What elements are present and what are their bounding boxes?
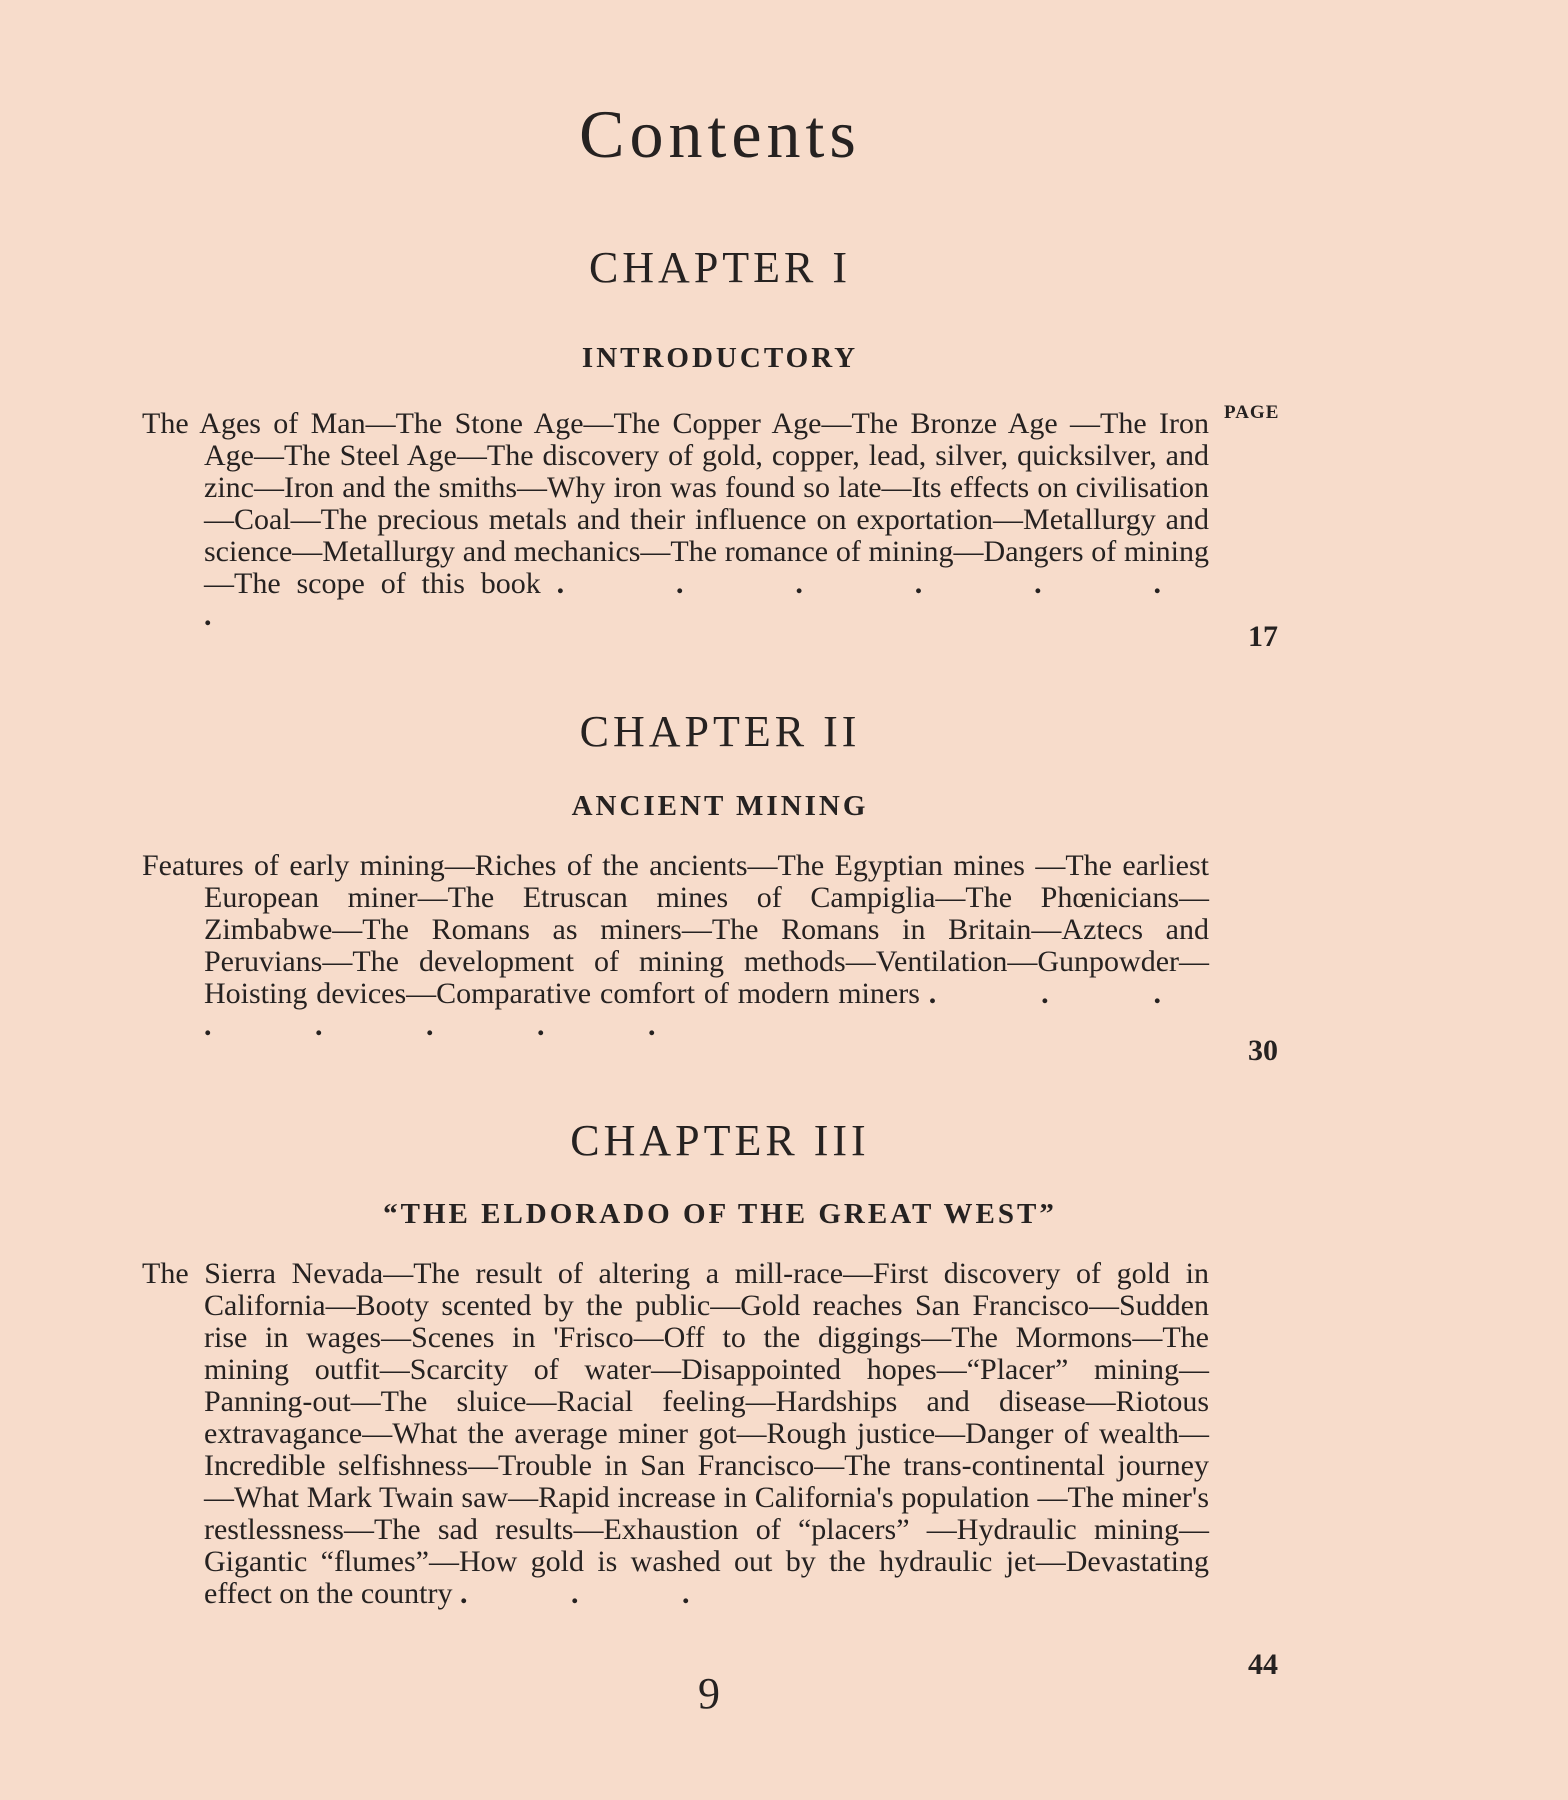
chapter-1-summary — [142, 407, 1210, 632]
chapter-3-page-number: 44 — [1248, 1648, 1278, 1681]
chapter-2-page-number: 30 — [1248, 1034, 1278, 1067]
chapter-3-leaders: . . . — [460, 1577, 738, 1610]
page-column-label: PAGE — [1224, 402, 1280, 423]
chapter-2-leaders: . . . . . . . . — [204, 977, 1209, 1042]
chapter-1-subtitle: INTRODUCTORY — [581, 342, 859, 374]
chapter-3-summary-text: The Sierra Nevada—The result of altering a mill-race—First discovery of gold in California—Booty scented by the public—Gold reaches San Francisco—Sudden rise in wages—Scenes in 'Frisco—Off to the diggings—The Mormons—The mining outfit—Scarcity of water—Disappointed hopes—“Placer” mining—Panning-out—The sluice—Racial feeling—Hardships and disease—Riotous extravagance—What the average miner got—Rough justice—Danger of wealth—Incredible selfishness—Trouble in San Francisco—The trans-continental journey —What Mark Twain saw—Rapid increase in California's population —The miner's restlessness—The sad results—Exhaustion of “placers” —Hydraulic mining—Gigantic “flumes”—How gold is washed out by the hydraulic jet—Devastating effect on the country — [142, 1257, 1209, 1610]
chapter-2-heading: CHAPTER II — [579, 707, 861, 756]
page-folio-number: 9 — [698, 1669, 720, 1718]
page-title: Contents — [579, 96, 861, 172]
chapter-2-subtitle: ANCIENT MINING — [571, 790, 869, 822]
chapter-3-summary — [142, 1257, 1209, 1610]
chapter-1-heading: CHAPTER I — [588, 243, 852, 292]
chapter-1-summary-text: The Ages of Man—The Stone Age—The Copper Age—The Bronze Age —The Iron Age—The Steel Age—The discovery of gold, copper, lead, silver, quicksilver, and zinc—Iron and the smiths—Why iron was found so late—Its effects on civilisation—Coal—The precious metals and their influence on exportation—Metallurgy and science—Metallurgy and mechanics—The romance of mining—Dangers of mining—The scope of this book — [142, 407, 1209, 600]
chapter-1-leaders: . . . . . . . — [204, 567, 1210, 632]
chapter-2-summary-text: Features of early mining—Riches of the ancients—The Egyptian mines —The earliest European miner—The Etruscan mines of Campiglia—The Phœnicians—Zimbabwe—The Romans as miners—The Romans in Britain—Aztecs and Peruvians—The development of mining methods—Ventilation—Gunpowder—Hoisting devices—Comparative comfort of modern miners — [142, 849, 1209, 1010]
chapter-3-heading: CHAPTER III — [570, 1116, 870, 1165]
chapter-1-page-number: 17 — [1248, 620, 1278, 653]
chapter-3-subtitle: “THE ELDORADO OF THE GREAT WEST” — [383, 1198, 1057, 1230]
chapter-2-summary — [142, 849, 1209, 1042]
